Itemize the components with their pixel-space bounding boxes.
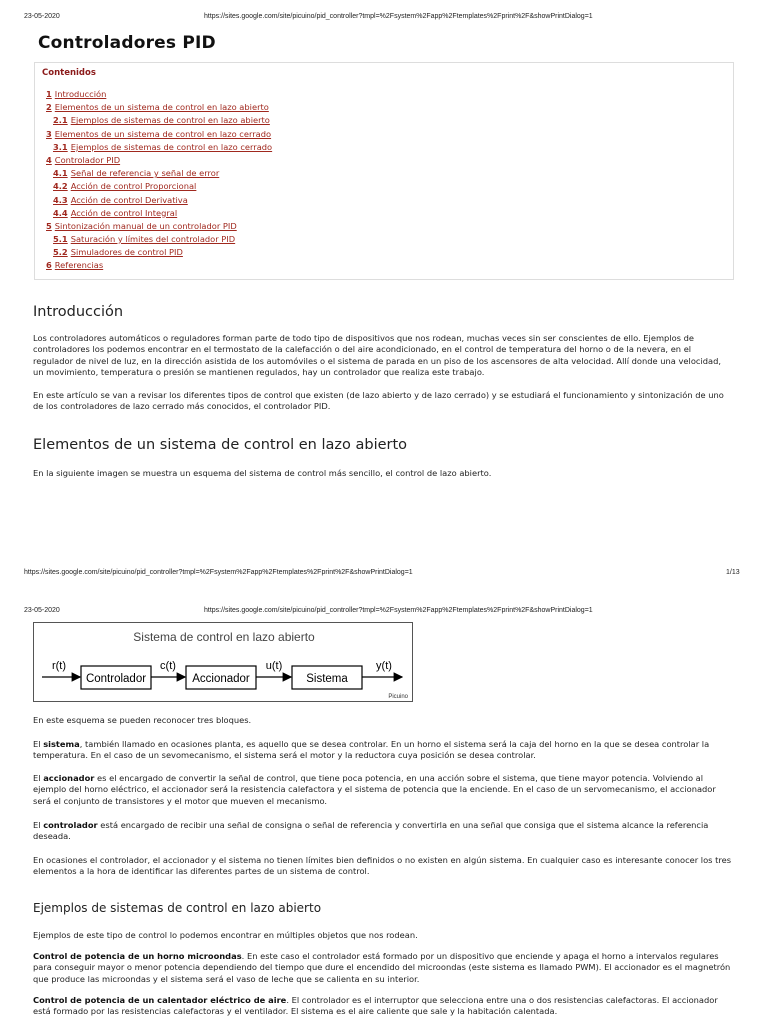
toc-link-label: Controlador PID [54, 154, 121, 165]
signal-c: c(t) [160, 660, 176, 672]
toc-link-number: 4.2 [53, 181, 68, 192]
sistema-text: , también llamado en ocasiones planta, es aquello que se desea controlar. En un horno el sistema será la caja del horno en la que se desea controlar la temperatura. En el caso de un sevomecanismo, el sistema será el motor y la reductora cuya posición se desea controlar. [33, 739, 710, 761]
toc-link-label: Ejemplos de sistemas de control en lazo cerrado [70, 141, 273, 152]
diagram-credit: Picuino [388, 694, 408, 700]
toc-link-label: Acción de control Integral [70, 207, 178, 218]
controlador-paragraph [33, 820, 733, 843]
toc-link[interactable] [46, 194, 272, 207]
toc-link-number: 5.1 [53, 234, 68, 245]
toc-heading: Contenidos [42, 68, 96, 78]
controlador-text: está encargado de recibir una señal de consigna o señal de referencia y convertirla en una señal que consiga que el sistema alcance la referencia deseada. [33, 820, 709, 842]
heater-paragraph [33, 995, 733, 1018]
section-heading-lazo-abierto: Elementos de un sistema de control en lazo abierto [33, 437, 408, 453]
controlador-pre: El [33, 820, 44, 830]
accionador-paragraph [33, 773, 733, 807]
sistema-pre: El [33, 739, 44, 749]
toc-link-label: Introducción [54, 89, 107, 99]
toc-link[interactable] [46, 207, 272, 220]
toc-link-label: Señal de referencia y señal de error [70, 168, 220, 179]
toc-link-label: Sintonización manual de un controlador PID [54, 220, 237, 231]
blocks-intro-paragraph: En este esquema se pueden reconocer tres bloques. [33, 715, 252, 725]
toc-link[interactable] [46, 246, 272, 259]
toc-link-number: 1 [46, 89, 52, 99]
toc-link[interactable] [46, 101, 272, 114]
table-of-contents [34, 62, 734, 280]
toc-link[interactable] [46, 141, 272, 154]
toc-link-label: Elementos de un sistema de control en lazo abierto [54, 102, 269, 113]
block-controlador-label: Controlador [85, 673, 147, 685]
page-footer-url: https://sites.google.com/site/picuino/pid_controller?tmpl=%2Fsystem%2Fapp%2Ftemplates%2Fprint%2F&showPrintDialog=1 [24, 569, 413, 576]
toc-link[interactable] [46, 128, 272, 141]
toc-link[interactable] [46, 259, 272, 272]
toc-link-number: 3 [46, 128, 52, 139]
accionador-term: accionador [43, 773, 95, 783]
toc-link[interactable] [46, 180, 272, 193]
toc-link-number: 4.1 [53, 168, 68, 179]
toc-link-number: 4.3 [53, 194, 68, 205]
controlador-term: controlador [43, 820, 98, 830]
toc-link[interactable] [46, 154, 272, 167]
open-loop-diagram [33, 622, 413, 702]
page-header-date: 23-05-2020 [24, 13, 60, 20]
toc-link[interactable] [46, 220, 272, 233]
toc-link-label: Acción de control Derivativa [70, 194, 188, 205]
intro-paragraph: Los controladores automáticos o reguladores forman parte de todo tipo de dispositivos que nos rodean, muchas veces sin ser conscientes de ello. Ejemplos de controladores los podemos encontrar en el termostato de la calefacción o del aire acondicionado, en el control de temperatura del horno o de la nevera, en el regulador de nivel de luz, en la dirección asistida de los automóviles o el sistema de parada en un piso de los ascensores de alta velocidad. Allí donde una velocidad, un movimiento, temperatura o presión se mantienen regulados, hay un controlador que realiza este trabajo. [33, 333, 722, 377]
toc-link-number: 4.4 [53, 207, 68, 218]
page-footer-number: 1/13 [726, 569, 740, 576]
toc-link-number: 2 [46, 102, 52, 113]
signal-u: u(t) [265, 660, 283, 672]
intro-paragraph-2: En este artículo se van a revisar los diferentes tipos de control que existen (de lazo abierto y de lazo cerrado) y se estudiará el funcionamiento y sintonización de uno de los controladores de lazo cerrado más conocidos, el controlador PID. [33, 390, 724, 412]
toc-link-label: Ejemplos de sistemas de control en lazo abierto [70, 115, 270, 126]
microwave-paragraph [33, 951, 733, 985]
sistema-paragraph [33, 739, 733, 762]
sistema-term: sistema [43, 739, 80, 749]
toc-link[interactable] [46, 233, 272, 246]
toc-link-number: 3.1 [53, 141, 68, 152]
toc-list [46, 88, 272, 273]
toc-link[interactable] [46, 88, 272, 101]
toc-link[interactable] [46, 114, 272, 127]
signal-r: r(t) [51, 660, 67, 672]
block-sistema-label: Sistema [306, 673, 348, 685]
toc-link-number: 5.2 [53, 247, 68, 258]
toc-link-label: Elementos de un sistema de control en lazo cerrado [54, 128, 272, 139]
heater-text: . El controlador es el interruptor que selecciona entre una o dos resistencias calefactoras. El accionador está formado por las resistencias calefactoras y el ventilador. El sistema es el aire caliente que sale y la habitación calentada. [33, 995, 718, 1017]
toc-link-number: 6 [46, 260, 52, 271]
diagram-title: Sistema de control en lazo abierto [133, 630, 315, 644]
toc-link-label: Simuladores de control PID [70, 247, 183, 258]
accionador-pre: El [33, 773, 44, 783]
signal-y: y(t) [376, 660, 392, 672]
section-heading-ejemplos-lazo-abierto: Ejemplos de sistemas de control en lazo abierto [33, 901, 322, 915]
toc-link[interactable] [46, 167, 272, 180]
open-loop-diagram-svg [34, 623, 412, 701]
limits-paragraph: En ocasiones el controlador, el accionador y el sistema no tienen límites bien definidos o no existen en algún sistema. En cualquier caso es interesante conocer los tres elementos a la hora de identificar las diferentes partes de un sistema de control. [33, 855, 732, 877]
accionador-text: es el encargado de convertir la señal de control, que tiene poca potencia, en una acción sobre el sistema, que tiene mayor potencia. Volviendo al ejemplo del horno eléctrico, el accionador será la resistencia calefactora y el sistema de potencia que la enciende. En el caso de un servomecanismo, el accionador será el conjunto de transistores y el motor que mueven el mecanismo. [33, 773, 716, 806]
heater-term: Control de potencia de un calentador eléctrico de aire [33, 995, 287, 1005]
lazo-abierto-paragraph: En la siguiente imagen se muestra un esquema del sistema de control más sencillo, el control de lazo abierto. [33, 468, 492, 478]
section-heading-introduccion: Introducción [33, 304, 124, 320]
toc-link-number: 5 [46, 220, 52, 231]
block-accionador-label: Accionador [192, 673, 250, 685]
page-header-url: https://sites.google.com/site/picuino/pid_controller?tmpl=%2Fsystem%2Fapp%2Ftemplates%2Fprint%2F&showPrintDialog=1 [204, 13, 593, 20]
microwave-text: . En este caso el controlador está formado por un dispositivo que enciende y apaga el horno a intervalos regulares para conseguir mayor o menor potencia dependiendo del tiempo que dure el encendido del microondas (este sistema es llamado PWM). El accionador es el magnetrón que produce las microondas y el sistema será el vaso de leche que se calienta en su interior. [33, 951, 731, 984]
toc-link-label: Referencias [54, 260, 104, 271]
page-title: Controladores PID [38, 33, 216, 53]
page-header-date-2: 23-05-2020 [24, 607, 60, 614]
examples-intro-paragraph: Ejemplos de este tipo de control lo podemos encontrar en múltiples objetos que nos rodean. [33, 930, 418, 940]
page-header-url-2: https://sites.google.com/site/picuino/pid_controller?tmpl=%2Fsystem%2Fapp%2Ftemplates%2Fprint%2F&showPrintDialog=1 [204, 607, 593, 614]
toc-link-label: Saturación y límites del controlador PID [70, 234, 236, 245]
toc-link-number: 4 [46, 154, 52, 165]
toc-link-label: Acción de control Proporcional [70, 181, 197, 192]
toc-link-number: 2.1 [53, 115, 68, 126]
microwave-term: Control de potencia de un horno microondas [33, 951, 242, 961]
